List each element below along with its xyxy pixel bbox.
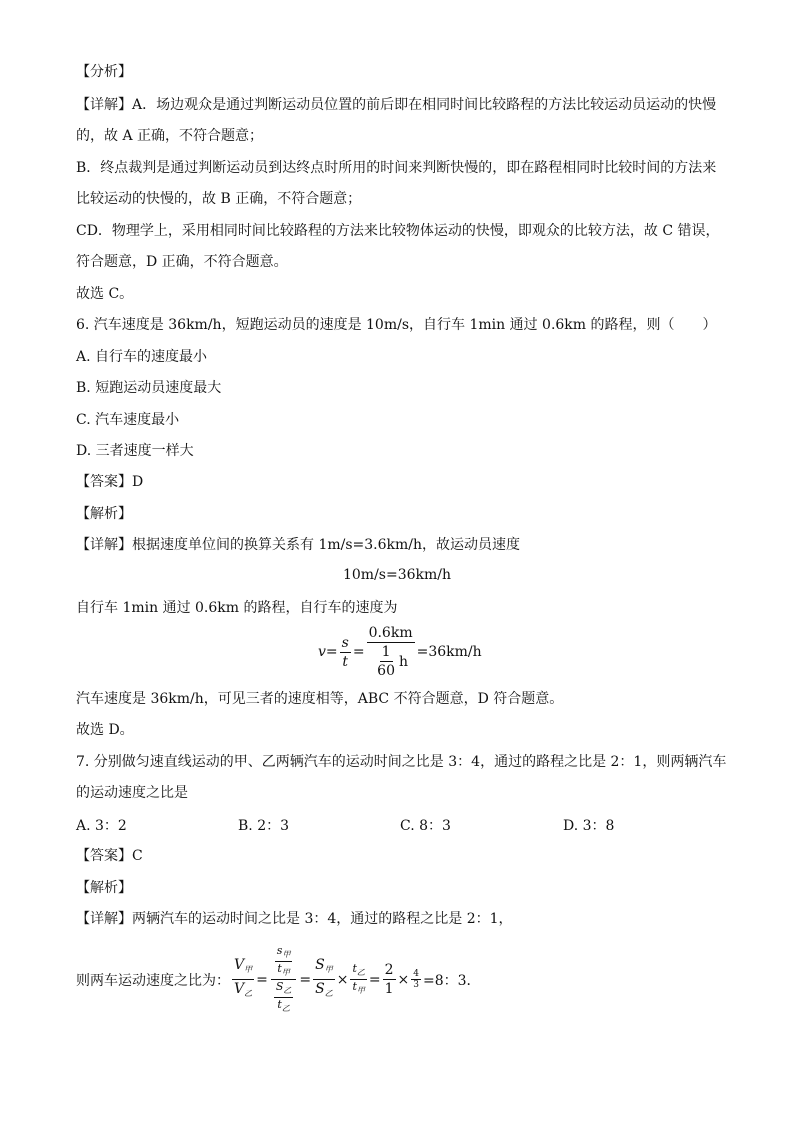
- formula-symbol: S: [315, 957, 325, 973]
- formula-term: [313, 980, 335, 1003]
- detail-line: 自行车 1min 通过 0.6km 的路程，自行车的速度为: [76, 600, 398, 616]
- question-6: 6. 汽车速度是 36km/h，短跑运动员的速度是 10m/s，自行车 1min 通过 0.6km 的路程，则（ ）: [76, 317, 717, 333]
- fraction: [350, 962, 366, 997]
- formula-symbol: t: [352, 980, 357, 993]
- formula-symbol: t: [352, 962, 357, 975]
- formula-symbol: =: [299, 971, 312, 988]
- detail-line: 【详解】根据速度单位间的换算关系有 1m/s=3.6km/h，故运动员速度: [76, 537, 521, 553]
- formula-symbol: V: [234, 981, 245, 997]
- question-7: 7. 分别做匀速直线运动的甲、乙两辆汽车的运动时间之比是 3：4，通过的路程之比是 2：1，则两辆汽车: [76, 754, 727, 770]
- fraction: [313, 956, 335, 1003]
- formula-prefix: 则两车运动速度之比为：: [76, 972, 230, 989]
- fraction: [274, 980, 294, 1015]
- fraction: [270, 944, 298, 1015]
- formula-symbol: =8：3．: [423, 972, 481, 989]
- analysis-heading: 【分析】: [76, 64, 132, 80]
- formula-symbol: 60: [377, 663, 395, 679]
- formula-symbol: s: [341, 634, 349, 651]
- detail-line: B．终点裁判是通过判断运动员到达终点时所用的时间来判断快慢的，即在路程相同时比较时间的方法来: [76, 160, 717, 176]
- answer-selection: 故选 D。: [76, 722, 134, 738]
- formula-symbol: 0.6km: [368, 625, 413, 641]
- formula-subscript: 乙: [283, 986, 292, 995]
- formula-symbol: 1: [381, 644, 391, 660]
- formula-symbol: 3: [413, 980, 420, 990]
- detail-line: 的，故 A 正确，不符合题意；: [76, 128, 264, 144]
- fraction-numerator: [271, 944, 297, 980]
- formula-symbol: t: [277, 962, 282, 975]
- formula-symbol: s: [276, 944, 283, 957]
- fraction: [383, 961, 396, 998]
- formula-symbol: =36km/h: [416, 644, 482, 660]
- option-c: C. 8：3: [400, 818, 451, 834]
- answer-selection: 故选 C。: [76, 286, 134, 302]
- analysis-label: 【解析】: [76, 506, 132, 522]
- speed-formula: [318, 624, 482, 680]
- fraction: [367, 624, 415, 680]
- formula-symbol: ×: [336, 971, 349, 988]
- detail-line: 符合题意，D 正确，不符合题意。: [76, 254, 288, 270]
- formula-symbol: =: [325, 644, 338, 660]
- fraction-denominator: [371, 643, 410, 680]
- formula-symbol: S: [275, 980, 284, 993]
- formula-subscript: 甲: [324, 965, 333, 974]
- fraction: [340, 634, 351, 671]
- formula-symbol: 1: [384, 981, 394, 997]
- fraction: [232, 956, 254, 1003]
- fraction: [411, 969, 421, 990]
- formula-symbol: ×: [397, 971, 410, 988]
- question-7: 的运动速度之比是: [76, 785, 188, 801]
- formula-subscript: 乙: [324, 989, 333, 998]
- formula-subscript: 乙: [244, 989, 253, 998]
- formula-subscript: 甲: [356, 986, 365, 995]
- formula-term: [275, 944, 293, 962]
- formula-subscript: 甲: [282, 950, 291, 959]
- formula-term: [275, 962, 291, 979]
- answer-label: 【答案】C: [76, 848, 143, 864]
- formula-term: [313, 956, 335, 980]
- detail-line: 【详解】两辆汽车的运动时间之比是 3：4，通过的路程之比是 2：1，: [76, 911, 513, 927]
- fraction-denominator: [270, 980, 298, 1015]
- formula-symbol: S: [315, 981, 325, 997]
- formula-subscript: 甲: [281, 968, 290, 977]
- fraction: [375, 643, 397, 680]
- option-a: A. 3：2: [76, 818, 127, 834]
- detail-line: 汽车速度是 36km/h，可见三者的速度相等，ABC 不符合题意，D 符合题意。: [76, 691, 564, 707]
- formula-symbol: 2: [384, 962, 394, 978]
- answer-label: 【答案】D: [76, 474, 144, 490]
- formula-term: [274, 980, 294, 998]
- option-b: B. 2：3: [238, 818, 290, 834]
- formula-term: [232, 980, 254, 1003]
- formula-symbol: v: [318, 644, 326, 660]
- formula-term: [350, 980, 366, 997]
- detail-line: CD．物理学上，采用相同时间比较路程的方法来比较物体运动的快慢，即观众的比较方法，故 C 错误，: [76, 223, 720, 239]
- formula-symbol: t: [342, 653, 349, 670]
- option-d: D. 三者速度一样大: [76, 443, 194, 459]
- option-a: A. 自行车的速度最小: [76, 349, 208, 365]
- formula-symbol: V: [234, 957, 245, 973]
- formula-symbol: 4: [413, 969, 420, 979]
- formula-subscript: 甲: [244, 965, 253, 974]
- formula-term: [275, 998, 291, 1015]
- formula-subscript: 乙: [356, 968, 365, 977]
- formula-symbol: h: [398, 653, 409, 670]
- equation-line: 10m/s=36km/h: [342, 567, 452, 583]
- ratio-formula: [76, 944, 481, 1015]
- option-b: B. 短跑运动员速度最大: [76, 380, 222, 396]
- formula-symbol: =: [368, 971, 381, 988]
- option-c: C. 汽车速度最小: [76, 412, 180, 428]
- formula-symbol: =: [352, 644, 365, 660]
- detail-line: 比较运动的快慢的，故 B 正确，不符合题意；: [76, 191, 362, 207]
- analysis-label: 【解析】: [76, 880, 132, 896]
- formula-term: [232, 956, 254, 980]
- option-d: D. 3：8: [563, 818, 615, 834]
- fraction: [275, 944, 293, 979]
- formula-symbol: =: [256, 971, 268, 988]
- formula-term: [350, 962, 366, 980]
- detail-line: 【详解】A．场边观众是通过判断运动员位置的前后即在相同时间比较路程的方法比较运动员运动的快慢: [76, 97, 717, 113]
- formula-symbol: t: [277, 998, 282, 1011]
- formula-subscript: 乙: [281, 1004, 290, 1013]
